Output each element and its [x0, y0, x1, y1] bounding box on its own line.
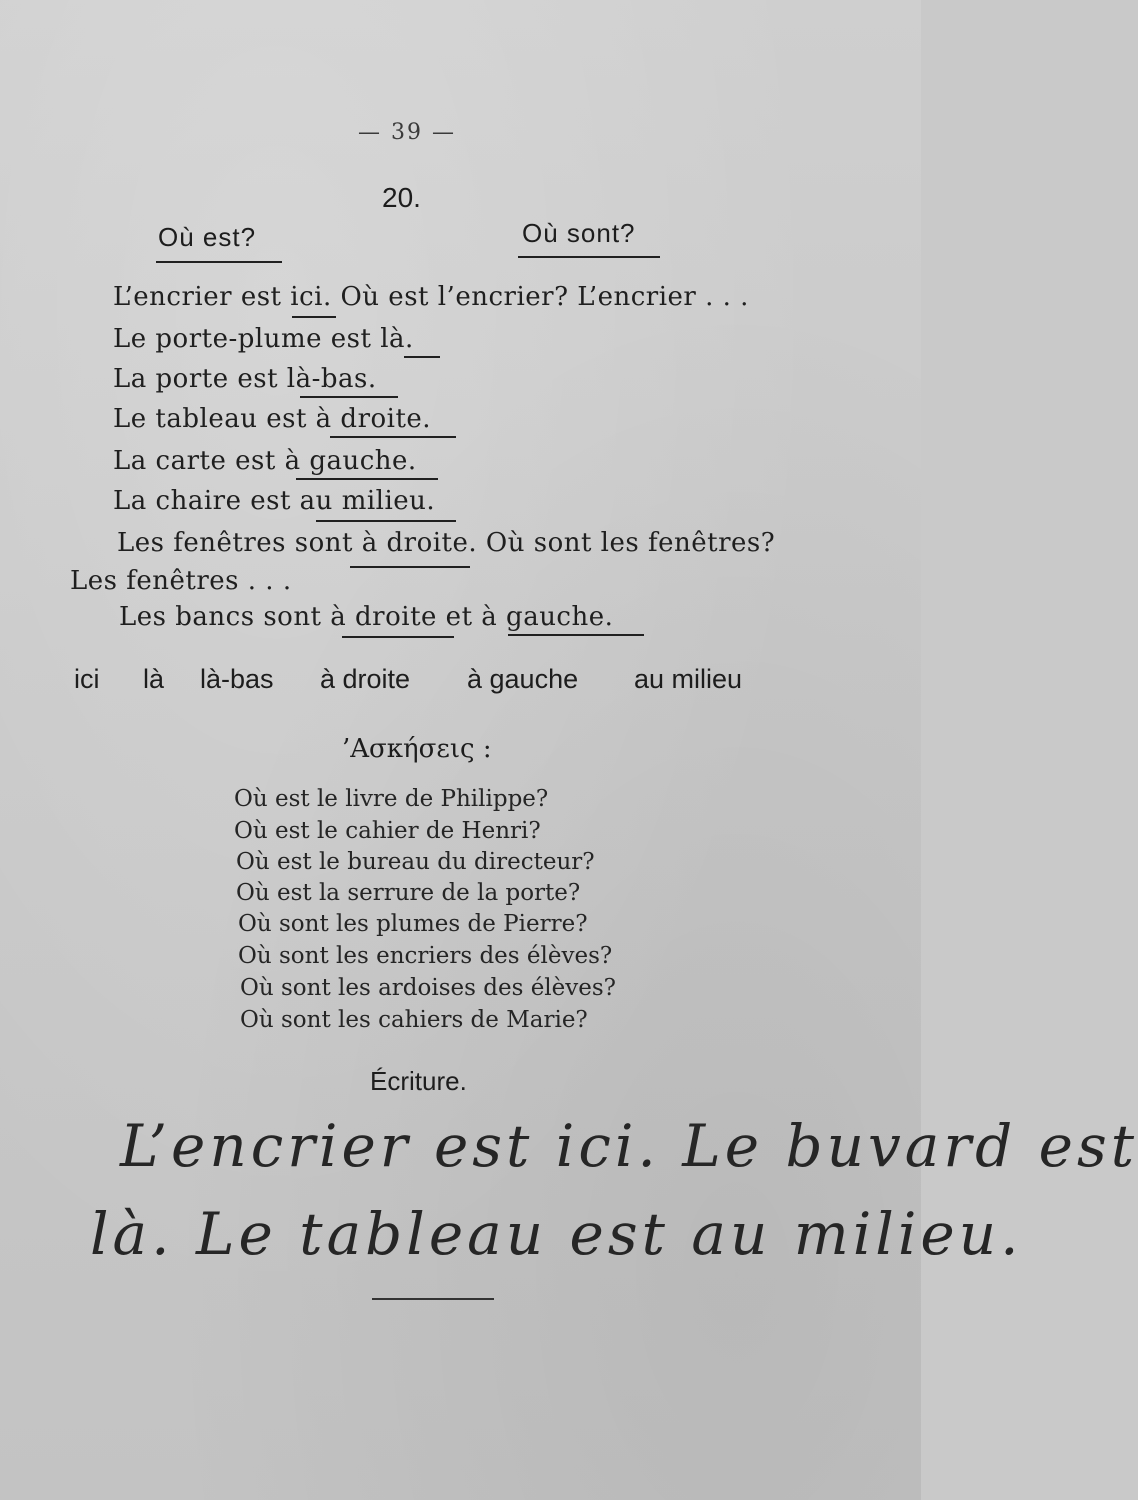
- exercise-question: Où est le bureau du directeur?: [236, 849, 595, 875]
- reading-line-2: Le porte-plume est là.: [113, 324, 414, 354]
- vocab-word: là: [143, 664, 165, 694]
- exercise-question: Où sont les plumes de Pierre?: [238, 911, 588, 937]
- reading-line-3: La porte est là-bas.: [113, 364, 377, 394]
- underline-au-milieu: [316, 520, 456, 522]
- script-line-2: là. Le tableau est au milieu.: [90, 1200, 1023, 1268]
- vocab-word: au milieu: [634, 664, 743, 694]
- exercise-question: Où est le cahier de Henri?: [234, 818, 541, 844]
- reading-line-7: Les fenêtres sont à droite. Où sont les fenêtres?: [117, 528, 776, 558]
- heading-right-underline: [518, 256, 660, 258]
- exercise-question: Où sont les cahiers de Marie?: [240, 1007, 588, 1033]
- bottom-divider: [372, 1298, 494, 1300]
- underline-la: [404, 356, 440, 358]
- underline-a-gauche-1: [296, 478, 438, 480]
- reading-line-4: Le tableau est à droite.: [113, 404, 432, 434]
- exercise-question: Où sont les encriers des élèves?: [238, 943, 613, 969]
- heading-ou-sont: Où sont?: [522, 218, 636, 248]
- vocab-word: là-bas: [200, 664, 274, 694]
- lesson-number: 20.: [382, 182, 421, 213]
- script-line-1: L’encrier est ici. Le buvard est: [120, 1112, 1138, 1180]
- vocab-word: ici: [74, 664, 100, 694]
- vocab-word: à gauche: [467, 664, 579, 694]
- exercise-question: Où sont les ardoises des élèves?: [240, 975, 617, 1001]
- reading-line-6: La chaire est au milieu.: [113, 486, 436, 516]
- underline-a-droite-1: [330, 436, 456, 438]
- underline-a-gauche-2: [508, 634, 644, 636]
- reading-line-9: Les bancs sont à droite et à gauche.: [119, 602, 614, 632]
- page-number: — 39 —: [358, 120, 456, 145]
- reading-line-5: La carte est à gauche.: [113, 446, 417, 476]
- reading-line-1: L’encrier est ici. Où est l’encrier? L’encrier . . .: [113, 282, 749, 312]
- exercise-question: Où est le livre de Philippe?: [234, 786, 549, 812]
- heading-left-underline: [156, 261, 282, 263]
- underline-a-droite-2: [350, 566, 470, 568]
- heading-ou-est: Où est?: [158, 222, 257, 252]
- exercise-question: Où est la serrure de la porte?: [236, 880, 581, 906]
- underline-la-bas: [300, 396, 398, 398]
- underline-a-droite-3: [342, 636, 454, 638]
- exercises-title: ’Ασκήσεις :: [342, 734, 492, 764]
- vocab-word: à droite: [320, 664, 411, 694]
- underline-ici: [292, 316, 336, 318]
- writing-title: Écriture.: [370, 1066, 467, 1096]
- reading-line-8: Les fenêtres . . .: [70, 566, 292, 596]
